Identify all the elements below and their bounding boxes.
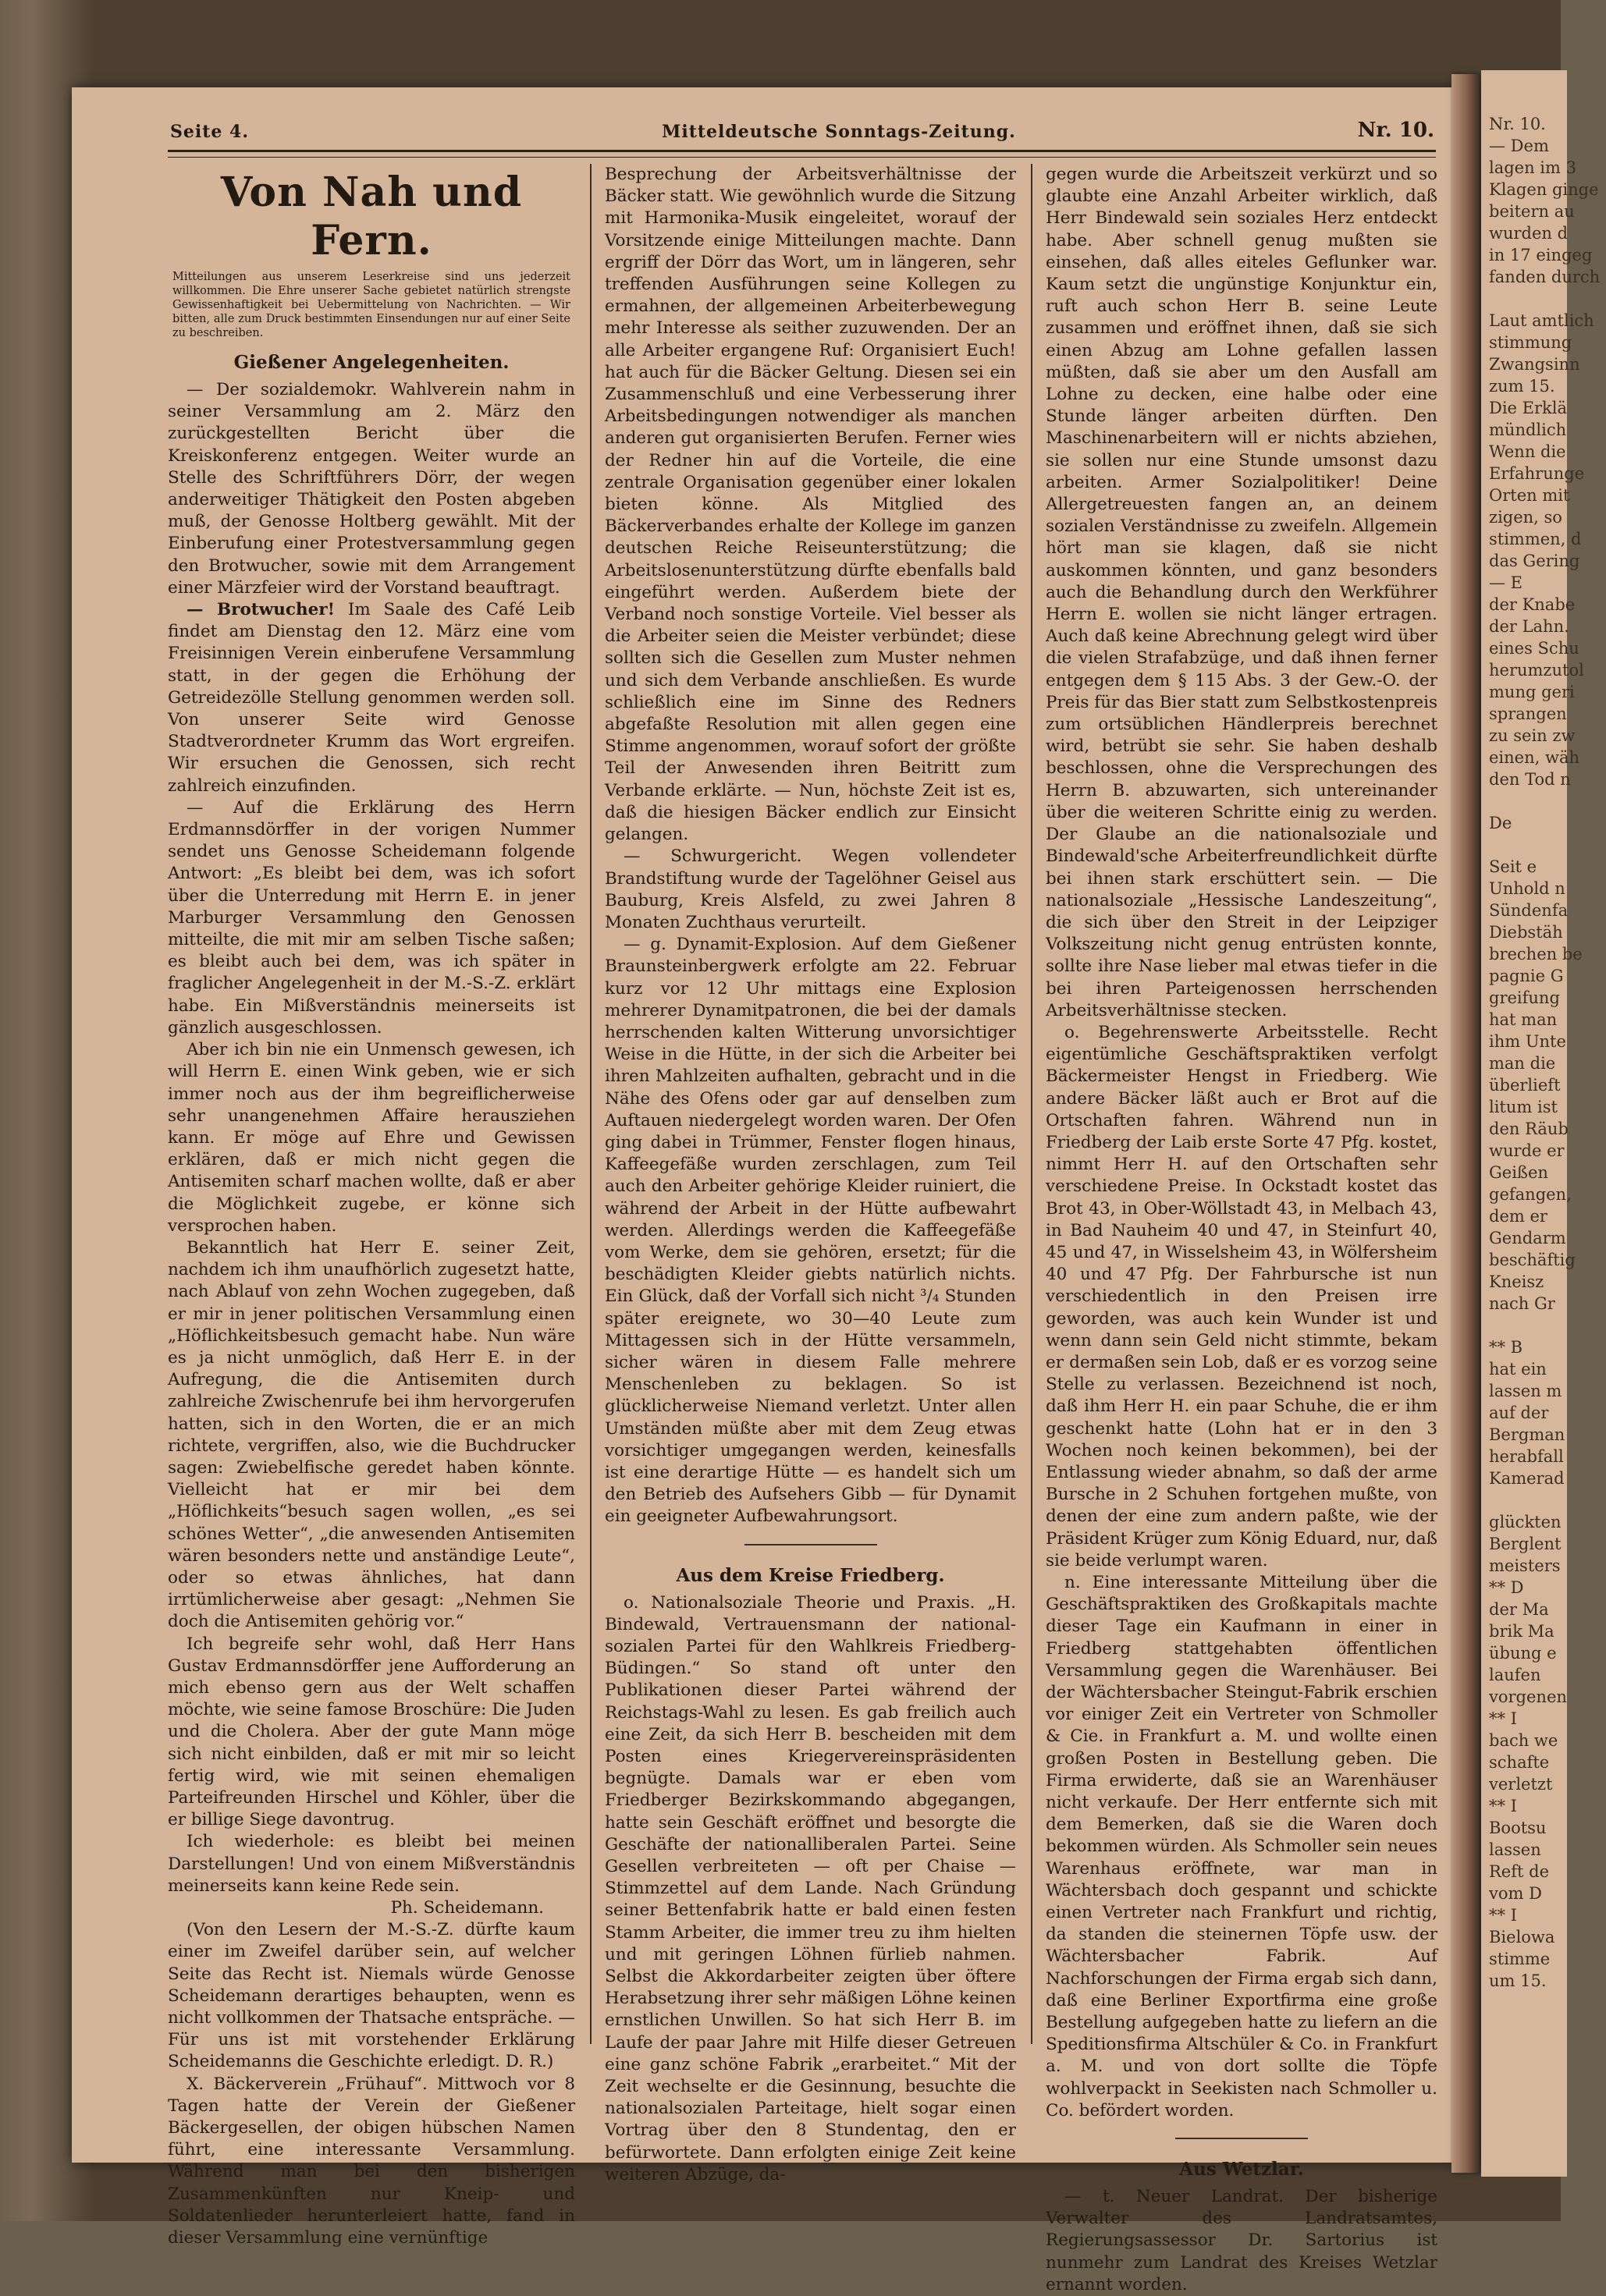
article-paragraph: — t. Neuer Landrat. Der bisherige Verwalter des Landratsamtes, Regierungsassessor Dr. Sartorius ist nunmehr zum Landrat des Kreises Wetzlar ernannt worden. bbox=[1046, 2187, 1437, 2294]
book-binding bbox=[1451, 74, 1480, 2173]
article-paragraph: Ich begreife sehr wohl, daß Herr Hans Gustav Erdmannsdörffer jene Aufforderung an mich ebenso gern aus der Welt schaffen möchte, wie seine famose Broschüre: Die Juden und die Cholera. Aber der gute Mann möge sich nicht einbilden, daß er mit mir so leicht fertig wird, wie mit seinen ehemaligen Parteifreunden Hirschel und Köhler, über die er billige Siege davontrug. bbox=[168, 1634, 575, 1830]
article-paragraph: o. Nationalsoziale Theorie und Praxis. „H. Bindewald, Vertrauensmann der national-sozialen Partei für den Wahlkreis Friedberg-Büdingen.“ So stand oft unter den Publikationen dieser Partei während der Reichstags-Wahl zu lesen. Es gab freilich auch eine Zeit, da sich Herr B. bescheiden mit dem Posten eines Kriegervereinspräsidenten begnügte. Damals war er eben vom Friedberger Bezirkskommando abgegangen, hatte sein Geschäft eröffnet und besorgte die Geschäfte der nationalliberalen Partei. Seine Gesellen verbreiteten — oft per Chaise — Stimmzettel auf dem Lande. Nach Gründung seiner Bettenfabrik hatte er bald einen festen Stamm Arbeiter, die immer treu zu ihm hielten und mit geringen Löhnen fürlieb nahmen. Selbst die Akkordarbeiter zeigten über öftere Herabsetzung ihrer sehr mäßigen Löhne keinen ernstlichen Unwillen. So hat sich Herr B. im Laufe der paar Jahre mit Hilfe dieser Getreuen eine ganz schöne Fabrik „erarbeitet.“ Mit der Zeit wechselte er die Gesinnung, besuchte die nationalsozialen Parteitage, hielt sogar einen Vortrag über den 8 Stundentag, den er befürwortete. Dann erfolgten einige Zeit keine weiteren Abzüge, da- bbox=[605, 1592, 1016, 2184]
article-paragraph: Bekanntlich hat Herr E. seiner Zeit, nachdem ich ihm unaufhörlich zugesetzt hatte, nach Ablauf von zehn Wochen zugegeben, daß er mir in jener politischen Versammlung einen „Höflichkeitsbesuch gemacht habe. Nun wäre es ja nicht unmöglich, daß Herr E. in der Aufregung, die die Antisemiten durch zahlreiche Zwischenrufe bei ihm hervorgerufen hatten, sich in den Worten, die er an mich richtete, vergriffen, also, wie die Buchdrucker sagen: Zwiebelfische geredet haben könnte. Vielleicht hat er mir bei dem „Höflichkeits“besuch sagen wollen, „es sei schönes Wetter“, „die anwesenden Antisemiten wären besonders nette und anständige Leute“, oder so etwas ähnliches, hat dann irrtümlicherweise aber gesagt: „Nehmen Sie doch die Antisemiten gehörig vor.“ bbox=[168, 1237, 575, 1632]
page-header bbox=[170, 119, 1434, 150]
article-paragraph: — Auf die Erklärung des Herrn Erdmannsdörffer in der vorigen Nummer sendet uns Genosse Scheidemann folgende Antwort: „Es bleibt bei dem, was ich sofort über die Unterredung mit Herrn E. in jener Marburger Versammlung den Genossen mitteilte, die mit mir am selben Tische saßen; es bleibt auch bei dem, was ich später in fraglicher Angelegenheit in der M.-S.-Z. erklärt habe. Ein Mißverständnis meinerseits ist gänzlich ausgeschlossen. bbox=[168, 797, 575, 1038]
column-divider bbox=[1031, 164, 1032, 2044]
section-divider bbox=[744, 1544, 877, 1545]
article-paragraph: — Der sozialdemokr. Wahlverein nahm in seiner Versammlung am 2. März den zurückgestellten Bericht über die Kreiskonferenz entgegen. Weiter wurde an Stelle des Schriftführers Dörr, der wegen anderweitiger Thätigkeit den Posten abgeben muß, der Genosse Holtberg gewählt. Mit der Einberufung einer Protestversammlung gegen den Brotwucher, sowie mit dem Arrangement einer Märzfeier wird der Vorstand beauftragt. bbox=[168, 380, 575, 598]
column-divider bbox=[590, 164, 592, 2044]
adjacent-page-text: Nr. 10. — Dem lagen im 3 Klagen ginge beitern au wurden d in 17 eingeg fanden durch Laut amtlich stimmung Zwangsinn zum 15. Die Erklä mündlich Wenn die Erfahrunge Orten mit zigen, so stimmen, d das Gering — E der Knabe der Lahn. eines Schu herumzutol mung geri sprangen zu sein zw einen, wäh den Tod n De Seit e Unhold n Sündenfa Diebstäh brechen be pagnie G greifung hat man ihm Unte man die überlieft litum ist den Räub wurde er Geißen gefangen, dem er Gendarm beschäftig Kneisz nach Gr ** B hat ein lassen m auf der Bergman herabfall Kamerad glückten Berglent meisters ** D der Ma brik Ma übung e laufen vorgenen ** I bach we schafte verletzt ** I Bootsu lassen Reft de vom D ** I Bielowa stimme um 15. bbox=[1489, 115, 1601, 1990]
article-text: Im Saale des Café Leib findet am Dienstag den 12. März eine vom Freisinnigen Verein einberufene Versammlung statt, in der gegen die Erhöhung der Getreidezölle Stellung genommen werden soll. Von unserer Seite wird Genosse Stadtverordneter Krumm das Wort ergreifen. Wir ersuchen die Genossen, sich recht zahlreich einzufinden. bbox=[168, 600, 575, 796]
article-paragraph: Besprechung der Arbeitsverhältnisse der Bäcker statt. Wie gewöhnlich wurde die Sitzung mit Harmonika-Musik eingeleitet, worauf der Vorsitzende einige Mitteilungen machte. Dann ergriff der Dörr das Wort, um in längeren, sehr treffenden Ausführungen seine Kollegen zu ermahnen, der allgemeinen Arbeiterbewegung mehr Interesse als seither zuzuwenden. Der an alle Arbeiter ergangene Ruf: Organisiert Euch! hat auch für die Bäcker Geltung. Diesen sei ein Zusammenschluß und eine Verbesserung ihrer Arbeitsbedingungen notwendiger als manchen anderen gut organisierten Berufen. Ferner wies der Redner hin auf die Vorteile, die eine zentrale Organisation gegenüber einer lokalen bieten könne. Als Mitglied des Bäckerverbandes erhalte der Kollege im ganzen deutschen Reiche Reiseunterstützung; die Arbeitslosenunterstützung dürfte ebenfalls bald eingeführt werden. Außerdem biete der Verband noch sonstige Vorteile. Viel besser als die Arbeiter seien die Meister verbündet; diese sollten sich die Gesellen zum Muster nehmen und sich dem Verbande anschließen. Es wurde schließlich eine im Sinne des Redners abgefaßte Resolution mit allen gegen eine Stimme angenommen, worauf sofort der größte Teil der Anwesenden ihren Beitritt zum Verbande erklärte. — Nun, höchste Zeit ist es, daß die hiesigen Bäcker endlich zur Einsicht gelangen. bbox=[605, 165, 1016, 845]
section-divider bbox=[1175, 2138, 1308, 2139]
column-right bbox=[1046, 164, 1437, 2294]
article-paragraph: n. Eine interessante Mitteilung über die Geschäftspraktiken des Großkapitals machte dieser Tage ein Kaufmann in einer in Friedberg stattgehabten öffentlichen Versammlung gegen die Warenhäuser. Bei der Wächtersbacher Steingut-Fabrik erschien vor einiger Zeit ein Vertreter von Schmoller & Cie. in Frankfurt a. M. und wollte einen großen Posten in Bestellung geben. Die Firma erwiderte, daß sie an Warenhäuser nicht verkaufe. Der Herr entfernte sich mit dem Bemerken, daß sie die Waren doch bekommen würden. Als Schmoller sein neues Warenhaus eröffnete, war man in Wächtersbach doch gespannt und schickte einen Vertreter nach Frankfurt und richtig, da standen die steinernen Töpfe usw. der Wächtersbacher Fabrik. Auf Nachforschungen der Firma ergab sich dann, daß eine Berliner Exportfirma eine große Bestellung aufgegeben hatte zu liefern an die Speditionsfirma Altschüler & Co. in Frankfurt a. M. und von dort sollte die Töpfe wohlverpackt in Seekisten nach Schmoller u. Co. befördert worden. bbox=[1046, 1573, 1437, 2120]
issue-number: Nr. 10. bbox=[1357, 119, 1434, 142]
column-middle bbox=[605, 164, 1016, 2184]
article-paragraph: X. Bäckerverein „Frühauf“. Mittwoch vor 8 Tagen hatte der Verein der Gießener Bäckergesellen, der obigen hübschen Namen führt, eine interessante Versammlung. Während man bei den bisherigen Zusammenkünften nur Kneip- und Soldatenlieder herunterleiert hatte, fand in dieser Versammlung eine vernünftige bbox=[168, 2074, 575, 2248]
subsection-heading: Gießener Angelegenheiten. bbox=[233, 352, 510, 373]
article-paragraph: gegen wurde die Arbeitszeit verkürzt und so glaubte eine Anzahl Arbeiter wirklich, daß Herr Bindewald sein soziales Herz entdeckt habe. Aber schnell genug mußten sie einsehen, daß alles eiteles Geflunker war. Kaum setzt die ungünstige Konjunktur ein, ruft auch schon Herr B. seine Leute zusammen und eröffnet ihnen, daß sie sich einen Abzug am Lohne gefallen lassen müßten, daß sie aber um den Ausfall am Lohne zu decken, eine halbe oder eine Stunde länger arbeiten dürften. Den Maschinenarbeitern will er nichts abziehen, sie sollen nur eine Stunde umsonst dazu arbeiten. Armer Sozialpolitiker! Deine Allergetreuesten fangen an, an deinem sozialen Verständnisse zu zweifeln. Allgemein hört man sie klagen, daß sie nicht auskommen könnten, und ganz besonders auch die Behandlung durch den Werkführer Herrn E. wollen sie nicht länger ertragen. Auch daß keine Abrechnung gelegt wird über die vielen Strafabzüge, und daß ihnen ferner entgegen dem § 115 Abs. 3 der Gew.-O. der Preis für das Bier statt zum Selbstkostenpreis zum ortsüblichen Händlerpreis berechnet wird, betrübt sie sehr. Sie haben deshalb beschlossen, ohne die Versprechungen des Herrn B. abzuwarten, sich untereinander über die weiteren Schritte einig zu werden. Der Glaube an die nationalsoziale und Bindewald'sche Arbeiterfreundlichkeit dürfte bei ihnen stark erschüttert sein. — Die nationalsoziale „Hessische Landeszeitung“, die sich über den Streit in der Leipziger Volkszeitung nicht genug entrüsten konnte, sollte ihre Nase lieber mal etwas tiefer in die bei ihren Parteigenossen herrschenden Arbeitsverhältnisse stecken. bbox=[1046, 165, 1437, 1020]
article-paragraph: — g. Dynamit-Explosion. Auf dem Gießener Braunsteinbergwerk erfolgte am 22. Februar kurz vor 12 Uhr mittags eine Explosion mehrerer Dynamitpatronen, die bei der damals herrschenden kalten Witterung unvorsichtiger Weise in die Hütte, in der sich die Arbeiter bei ihren Mahlzeiten aufhalten, gebracht und in die Nähe des Ofens oder gar auf denselben zum Auftauen niedergelegt worden waren. Der Ofen ging dabei in Trümmer, Fenster flogen hinaus, Kaffeegefäße wurden zerschlagen, zum Teil auch den Arbeiter gehörige Kleider ruiniert, die während der Arbeit in der Hütte aufbewahrt werden. Allerdings werden die Kaffeegefäße vom Werke, dem sie gehören, ersetzt; für die beschädigten Kleider giebts natürlich nichts. Ein Glück, daß der Vorfall sich nicht ³/₄ Stunden später ereignete, wo 30—40 Leute zum Mittagessen sich in der Hütte versammeln, sicher wären in diesem Falle mehrere Menschenleben zu beklagen. So ist glücklicherweise Niemand verletzt. Unter allen Umständen müßte aber mit dem Zeug etwas vorsichtiger umgegangen werden, keinesfalls ist eine derartige Hütte — es handelt sich um den Betrieb des Aufsehers Gibb — für Dynamit ein geeigneter Aufbewahrungsort. bbox=[605, 935, 1016, 1527]
section-title: Von Nah und Fern. bbox=[220, 169, 523, 264]
article-headline: — Brotwucher! bbox=[187, 600, 336, 620]
adjacent-page bbox=[1481, 70, 1601, 2177]
article-paragraph bbox=[168, 599, 575, 797]
header-rule bbox=[168, 150, 1436, 158]
subsection-heading: Aus Wetzlar. bbox=[1179, 2159, 1304, 2181]
article-paragraph: (Von den Lesern der M.-S.-Z. dürfte kaum einer im Zweifel darüber sein, auf welcher Seite das Recht ist. Niemals würde Genosse Scheidemann derartiges behaupten, wenn es nicht vollkommen der Thatsache entspräche. — Für uns ist mit vorstehender Erklärung Scheidemanns die Geschichte erledigt. D. R.) bbox=[168, 1920, 575, 2072]
section-intro: Mitteilungen aus unserem Leserkreise sind uns jederzeit willkommen. Die Ehre unserer Sache gebietet natürlich strengste Gewissenhaftigkeit bei Uebermittelung von Nachrichten. — Wir bitten, alle zum Druck bestimmten Einsendungen nur auf einer Seite zu beschreiben. bbox=[172, 271, 570, 339]
newspaper-title: Mitteldeutsche Sonntags-Zeitung. bbox=[662, 122, 1016, 142]
column-left bbox=[168, 164, 575, 2248]
page-number: Seite 4. bbox=[170, 122, 250, 142]
signature: Ph. Scheidemann. bbox=[390, 1898, 544, 1918]
subsection-heading: Aus dem Kreise Friedberg. bbox=[676, 1564, 945, 1586]
article-paragraph: o. Begehrenswerte Arbeitsstelle. Recht eigentümliche Geschäftspraktiken verfolgt Bäckermeister Hengst in Friedberg. Wie andere Bäcker läßt auch er Brot auf die Ortschaften fahren. Während nun in Friedberg der Laib erste Sorte 47 Pfg. kostet, nimmt Herr H. auf den Ortschaften sehr verschiedene Preise. In Ockstadt kostet das Brot 43, in Ober-Wöllstadt 43, in Melbach 43, in Bad Nauheim 40 und 47, in Steinfurt 40, 45 und 47, in Wisselsheim 43, in Wölfersheim 40 und 47 Pfg. Der Fahrbursche ist nun verschiedentlich in den Preisen irre geworden, was auch kein Wunder ist und wenn dann sein Geld nicht stimmte, bekam er dermaßen sein Lob, daß er es vorzog seine Stelle zu verlassen. Bezeichnend ist noch, daß ihm Herr H. ein paar Schuhe, die er ihm geschenkt hatte (Lohn hat er in den 3 Wochen noch keinen bekommen), bei der Entlassung wieder abnahm, so daß der arme Bursche in 2 Schuhen fortgehen mußte, von denen der eine zum andern paßte, wie der Präsident Krüger zum König Eduard, nur, daß sie beide verlumpt waren. bbox=[1046, 1022, 1437, 1570]
article-paragraph: Ich wiederhole: es bleibt bei meinen Darstellungen! Und von einem Mißverständnis meinerseits kann keine Rede sein. bbox=[168, 1832, 575, 1896]
article-paragraph: Aber ich bin nie ein Unmensch gewesen, ich will Herrn E. einen Wink geben, wie er sich immer noch aus der ihm begreiflicherweise sehr unangenehmen Affaire herausziehen kann. Er möge auf Ehre und Gewissen erklären, daß er mich nicht gegen die Antisemiten scharf machen wollte, daß er aber die Möglichkeit zugebe, er könne sich versprochen haben. bbox=[168, 1040, 575, 1236]
article-paragraph: — Schwurgericht. Wegen vollendeter Brandstiftung wurde der Tagelöhner Geisel aus Bauburg, Kreis Alsfeld, zu zwei Jahren 8 Monaten Zuchthaus verurteilt. bbox=[605, 846, 1016, 932]
